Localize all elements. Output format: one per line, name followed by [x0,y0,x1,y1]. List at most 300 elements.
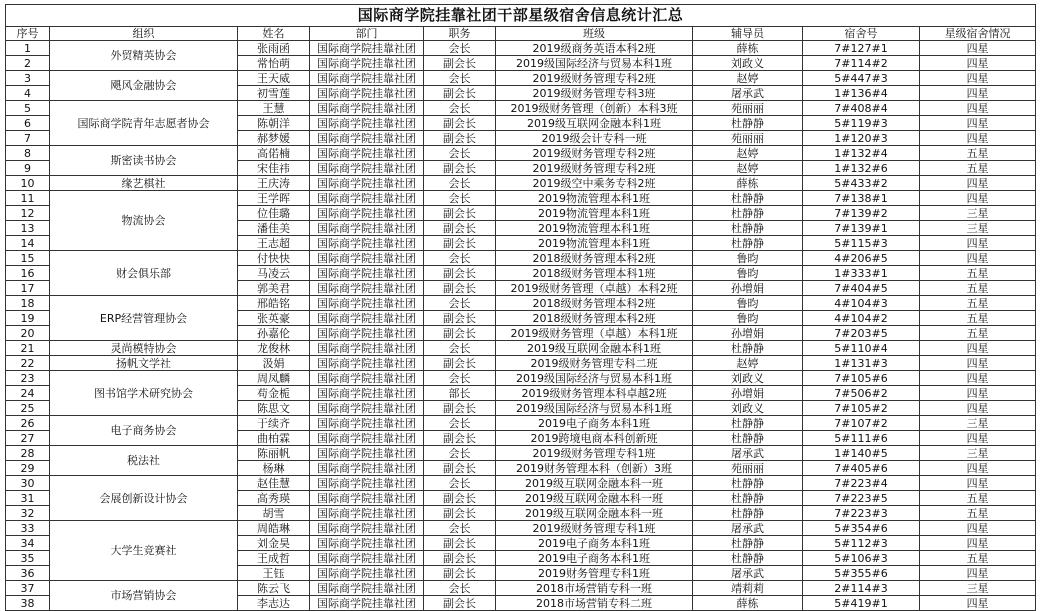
cell-department[interactable]: 国际商学院挂靠社团 [310,446,424,461]
cell-dorm-rating[interactable]: 五星 [920,161,1036,176]
cell-position[interactable]: 副会长 [424,326,496,341]
cell-position[interactable]: 会长 [424,581,496,596]
cell-department[interactable]: 国际商学院挂靠社团 [310,161,424,176]
cell-counselor[interactable]: 杜静静 [693,341,803,356]
cell-name[interactable]: 邢皓铭 [238,296,310,311]
cell-counselor[interactable]: 孙增娟 [693,326,803,341]
cell-index[interactable]: 37 [6,581,50,596]
cell-department[interactable]: 国际商学院挂靠社团 [310,266,424,281]
cell-class[interactable]: 2019级互联网金融本科1班 [496,116,693,131]
cell-dorm-number[interactable]: 1#132#6 [803,161,920,176]
cell-dorm-number[interactable]: 5#110#4 [803,341,920,356]
cell-class[interactable]: 2019物流管理本科1班 [496,221,693,236]
cell-department[interactable]: 国际商学院挂靠社团 [310,221,424,236]
cell-index[interactable]: 3 [6,71,50,86]
cell-dorm-rating[interactable]: 五星 [920,491,1036,506]
cell-department[interactable]: 国际商学院挂靠社团 [310,476,424,491]
cell-counselor[interactable]: 杜静静 [693,506,803,521]
cell-counselor[interactable]: 赵婷 [693,71,803,86]
cell-index[interactable]: 26 [6,416,50,431]
col-header-position[interactable]: 职务 [424,27,496,41]
cell-counselor[interactable]: 赵婷 [693,161,803,176]
cell-counselor[interactable]: 刘政义 [693,401,803,416]
cell-index[interactable]: 9 [6,161,50,176]
cell-department[interactable]: 国际商学院挂靠社团 [310,551,424,566]
cell-department[interactable]: 国际商学院挂靠社团 [310,101,424,116]
cell-dorm-rating[interactable]: 四星 [920,71,1036,86]
cell-department[interactable]: 国际商学院挂靠社团 [310,371,424,386]
cell-dorm-number[interactable]: 7#138#1 [803,191,920,206]
cell-counselor[interactable]: 杜静静 [693,116,803,131]
cell-index[interactable]: 17 [6,281,50,296]
cell-department[interactable]: 国际商学院挂靠社团 [310,596,424,611]
cell-index[interactable]: 13 [6,221,50,236]
cell-name[interactable]: 胡雪 [238,506,310,521]
cell-name[interactable]: 王志超 [238,236,310,251]
col-header-dorm-rating[interactable]: 星级宿舍情况 [920,27,1036,41]
cell-class[interactable]: 2018级财务管理本科2班 [496,311,693,326]
cell-name[interactable]: 陈云飞 [238,581,310,596]
cell-department[interactable]: 国际商学院挂靠社团 [310,251,424,266]
cell-dorm-number[interactable]: 5#115#3 [803,236,920,251]
cell-position[interactable]: 会长 [424,251,496,266]
cell-position[interactable]: 会长 [424,101,496,116]
cell-dorm-number[interactable]: 5#419#1 [803,596,920,611]
cell-index[interactable]: 31 [6,491,50,506]
cell-name[interactable]: 苟金栀 [238,386,310,401]
cell-class[interactable]: 2019电子商务本科1班 [496,551,693,566]
cell-name[interactable]: 孙嘉伦 [238,326,310,341]
cell-position[interactable]: 副会长 [424,566,496,581]
cell-position[interactable]: 副会长 [424,206,496,221]
cell-department[interactable]: 国际商学院挂靠社团 [310,146,424,161]
cell-department[interactable]: 国际商学院挂靠社团 [310,521,424,536]
cell-dorm-number[interactable]: 1#333#1 [803,266,920,281]
cell-name[interactable]: 王慧 [238,101,310,116]
cell-position[interactable]: 副会长 [424,491,496,506]
cell-dorm-rating[interactable]: 五星 [920,146,1036,161]
cell-name[interactable]: 赵佳慧 [238,476,310,491]
cell-dorm-rating[interactable]: 四星 [920,191,1036,206]
cell-name[interactable]: 周凤麟 [238,371,310,386]
cell-counselor[interactable]: 赵婷 [693,356,803,371]
cell-department[interactable]: 国际商学院挂靠社团 [310,56,424,71]
cell-dorm-rating[interactable]: 三星 [920,221,1036,236]
cell-position[interactable]: 会长 [424,476,496,491]
cell-dorm-number[interactable]: 7#223#3 [803,506,920,521]
cell-counselor[interactable]: 薛栋 [693,41,803,56]
cell-department[interactable]: 国际商学院挂靠社团 [310,431,424,446]
cell-class[interactable]: 2019级空中乘务专科2班 [496,176,693,191]
cell-class[interactable]: 2018级财务管理本科2班 [496,296,693,311]
cell-name[interactable]: 初雪莲 [238,86,310,101]
cell-dorm-number[interactable]: 4#104#2 [803,311,920,326]
cell-class[interactable]: 2019物流管理本科1班 [496,236,693,251]
cell-class[interactable]: 2019级财务管理专科1班 [496,446,693,461]
cell-dorm-rating[interactable]: 四星 [920,176,1036,191]
cell-organization[interactable]: 飓风金融协会 [50,71,238,101]
cell-dorm-number[interactable]: 4#104#3 [803,296,920,311]
cell-counselor[interactable]: 杜静静 [693,221,803,236]
cell-name[interactable]: 龙俊林 [238,341,310,356]
cell-dorm-rating[interactable]: 四星 [920,56,1036,71]
cell-position[interactable]: 副会长 [424,131,496,146]
cell-index[interactable]: 12 [6,206,50,221]
cell-dorm-number[interactable]: 5#433#2 [803,176,920,191]
cell-organization[interactable]: 财会俱乐部 [50,251,238,296]
cell-class[interactable]: 2019级互联网金融本科1班 [496,341,693,356]
cell-index[interactable]: 5 [6,101,50,116]
col-header-counselor[interactable]: 辅导员 [693,27,803,41]
cell-class[interactable]: 2019物流管理本科1班 [496,206,693,221]
cell-dorm-number[interactable]: 7#107#2 [803,416,920,431]
cell-position[interactable]: 副会长 [424,551,496,566]
cell-dorm-rating[interactable]: 四星 [920,86,1036,101]
cell-position[interactable]: 副会长 [424,86,496,101]
cell-position[interactable]: 副会长 [424,536,496,551]
cell-dorm-rating[interactable]: 五星 [920,326,1036,341]
cell-dorm-number[interactable]: 4#206#5 [803,251,920,266]
cell-dorm-rating[interactable]: 四星 [920,386,1036,401]
cell-name[interactable]: 马凌云 [238,266,310,281]
cell-department[interactable]: 国际商学院挂靠社团 [310,206,424,221]
cell-index[interactable]: 38 [6,596,50,611]
cell-counselor[interactable]: 杜静静 [693,206,803,221]
cell-name[interactable]: 郝梦媛 [238,131,310,146]
cell-index[interactable]: 7 [6,131,50,146]
cell-position[interactable]: 会长 [424,191,496,206]
cell-department[interactable]: 国际商学院挂靠社团 [310,416,424,431]
cell-counselor[interactable]: 杜静静 [693,236,803,251]
cell-class[interactable]: 2018市场营销专科二班 [496,596,693,611]
cell-dorm-rating[interactable]: 三星 [920,206,1036,221]
cell-class[interactable]: 2019物流管理本科1班 [496,191,693,206]
cell-position[interactable]: 副会长 [424,56,496,71]
cell-name[interactable]: 李志达 [238,596,310,611]
cell-class[interactable]: 2019跨境电商本科创新班 [496,431,693,446]
cell-dorm-rating[interactable]: 四星 [920,431,1036,446]
cell-name[interactable]: 杨琳 [238,461,310,476]
cell-index[interactable]: 28 [6,446,50,461]
cell-counselor[interactable]: 杜静静 [693,416,803,431]
cell-department[interactable]: 国际商学院挂靠社团 [310,536,424,551]
cell-position[interactable]: 副会长 [424,116,496,131]
cell-dorm-rating[interactable]: 四星 [920,401,1036,416]
cell-class[interactable]: 2019级财务管理专科2班 [496,146,693,161]
cell-dorm-number[interactable]: 1#131#3 [803,356,920,371]
cell-index[interactable]: 30 [6,476,50,491]
cell-dorm-number[interactable]: 7#139#2 [803,206,920,221]
cell-dorm-rating[interactable]: 四星 [920,536,1036,551]
cell-class[interactable]: 2019级互联网金融本科一班 [496,476,693,491]
cell-organization[interactable]: ERP经营管理协会 [50,296,238,341]
cell-organization[interactable]: 电子商务协会 [50,416,238,446]
cell-department[interactable]: 国际商学院挂靠社团 [310,86,424,101]
cell-counselor[interactable]: 杜静静 [693,431,803,446]
cell-organization[interactable]: 国际商学院青年志愿者协会 [50,101,238,146]
cell-position[interactable]: 副会长 [424,266,496,281]
cell-class[interactable]: 2019级财务管理专科3班 [496,86,693,101]
cell-organization[interactable]: 大学生竞赛社 [50,521,238,581]
cell-position[interactable]: 副会长 [424,311,496,326]
cell-position[interactable]: 部长 [424,386,496,401]
cell-name[interactable]: 曲柏霖 [238,431,310,446]
cell-position[interactable]: 会长 [424,341,496,356]
col-header-dorm-number[interactable]: 宿舍号 [803,27,920,41]
cell-position[interactable]: 会长 [424,146,496,161]
cell-name[interactable]: 王庆涛 [238,176,310,191]
cell-name[interactable]: 张雨函 [238,41,310,56]
cell-dorm-rating[interactable]: 五星 [920,551,1036,566]
cell-department[interactable]: 国际商学院挂靠社团 [310,386,424,401]
cell-index[interactable]: 32 [6,506,50,521]
cell-counselor[interactable]: 刘政义 [693,56,803,71]
cell-counselor[interactable]: 赵婷 [693,146,803,161]
cell-class[interactable]: 2019级财务管理专科1班 [496,521,693,536]
cell-index[interactable]: 19 [6,311,50,326]
cell-position[interactable]: 副会长 [424,236,496,251]
cell-department[interactable]: 国际商学院挂靠社团 [310,281,424,296]
cell-dorm-number[interactable]: 5#354#6 [803,521,920,536]
cell-index[interactable]: 21 [6,341,50,356]
cell-counselor[interactable]: 屠承武 [693,446,803,461]
cell-dorm-rating[interactable]: 四星 [920,131,1036,146]
cell-department[interactable]: 国际商学院挂靠社团 [310,491,424,506]
cell-class[interactable]: 2019级会计专科一班 [496,131,693,146]
cell-organization[interactable]: 物流协会 [50,191,238,251]
cell-counselor[interactable]: 屠承武 [693,521,803,536]
cell-dorm-rating[interactable]: 五星 [920,266,1036,281]
cell-dorm-number[interactable]: 5#355#6 [803,566,920,581]
cell-index[interactable]: 10 [6,176,50,191]
cell-position[interactable]: 副会长 [424,356,496,371]
cell-position[interactable]: 副会长 [424,221,496,236]
cell-name[interactable]: 王天威 [238,71,310,86]
cell-department[interactable]: 国际商学院挂靠社团 [310,356,424,371]
cell-class[interactable]: 2019级国际经济与贸易本科1班 [496,401,693,416]
cell-index[interactable]: 36 [6,566,50,581]
cell-dorm-rating[interactable]: 四星 [920,356,1036,371]
cell-name[interactable]: 王学晖 [238,191,310,206]
cell-position[interactable]: 副会长 [424,281,496,296]
col-header-department[interactable]: 部门 [310,27,424,41]
cell-class[interactable]: 2019级财务管理专科2班 [496,71,693,86]
cell-position[interactable]: 会长 [424,371,496,386]
cell-name[interactable]: 郭美君 [238,281,310,296]
cell-counselor[interactable]: 杜静静 [693,551,803,566]
cell-name[interactable]: 常怡萌 [238,56,310,71]
cell-class[interactable]: 2018级财务管理本科2班 [496,251,693,266]
cell-dorm-number[interactable]: 5#447#3 [803,71,920,86]
cell-organization[interactable]: 外贸精英协会 [50,41,238,71]
cell-class[interactable]: 2019级互联网金融本科一班 [496,491,693,506]
cell-index[interactable]: 14 [6,236,50,251]
cell-name[interactable]: 陈丽帆 [238,446,310,461]
cell-name[interactable]: 于续齐 [238,416,310,431]
cell-index[interactable]: 29 [6,461,50,476]
cell-counselor[interactable]: 杜静静 [693,191,803,206]
cell-class[interactable]: 2019级互联网金融本科一班 [496,506,693,521]
cell-dorm-number[interactable]: 7#127#1 [803,41,920,56]
cell-dorm-number[interactable]: 1#132#4 [803,146,920,161]
cell-class[interactable]: 2019电子商务本科1班 [496,416,693,431]
cell-dorm-rating[interactable]: 四星 [920,461,1036,476]
cell-dorm-rating[interactable]: 四星 [920,371,1036,386]
cell-counselor[interactable]: 薛栋 [693,176,803,191]
cell-organization[interactable]: 市场营销协会 [50,581,238,611]
cell-index[interactable]: 2 [6,56,50,71]
cell-name[interactable]: 张英豪 [238,311,310,326]
cell-counselor[interactable]: 孙增娟 [693,386,803,401]
cell-index[interactable]: 16 [6,266,50,281]
cell-department[interactable]: 国际商学院挂靠社团 [310,41,424,56]
cell-counselor[interactable]: 鲁昀 [693,296,803,311]
cell-counselor[interactable]: 苑丽丽 [693,101,803,116]
cell-department[interactable]: 国际商学院挂靠社团 [310,191,424,206]
cell-dorm-rating[interactable]: 三星 [920,416,1036,431]
cell-class[interactable]: 2019级国际经济与贸易本科1班 [496,371,693,386]
cell-organization[interactable]: 缘艺棋社 [50,176,238,191]
cell-department[interactable]: 国际商学院挂靠社团 [310,71,424,86]
cell-organization[interactable]: 灵尚模特协会 [50,341,238,356]
cell-index[interactable]: 33 [6,521,50,536]
cell-counselor[interactable]: 苑丽丽 [693,461,803,476]
cell-dorm-rating[interactable]: 四星 [920,41,1036,56]
cell-dorm-number[interactable]: 7#105#2 [803,401,920,416]
cell-index[interactable]: 24 [6,386,50,401]
cell-counselor[interactable]: 刘政义 [693,371,803,386]
col-header-class[interactable]: 班级 [496,27,693,41]
cell-counselor[interactable]: 杜静静 [693,476,803,491]
cell-index[interactable]: 15 [6,251,50,266]
cell-dorm-number[interactable]: 7#408#4 [803,101,920,116]
cell-department[interactable]: 国际商学院挂靠社团 [310,461,424,476]
cell-organization[interactable]: 图书馆学术研究协会 [50,371,238,416]
cell-counselor[interactable]: 杜静静 [693,491,803,506]
col-header-name[interactable]: 姓名 [238,27,310,41]
cell-class[interactable]: 2019级财务管理（卓越）本科2班 [496,281,693,296]
cell-index[interactable]: 35 [6,551,50,566]
cell-index[interactable]: 25 [6,401,50,416]
cell-name[interactable]: 付快快 [238,251,310,266]
cell-dorm-rating[interactable]: 四星 [920,236,1036,251]
cell-name[interactable]: 汲娟 [238,356,310,371]
cell-counselor[interactable]: 鲁昀 [693,251,803,266]
cell-index[interactable]: 6 [6,116,50,131]
cell-dorm-rating[interactable]: 四星 [920,101,1036,116]
cell-department[interactable]: 国际商学院挂靠社团 [310,131,424,146]
cell-position[interactable]: 会长 [424,521,496,536]
cell-class[interactable]: 2019级财务管理本科卓越2班 [496,386,693,401]
cell-department[interactable]: 国际商学院挂靠社团 [310,581,424,596]
cell-position[interactable]: 会长 [424,416,496,431]
cell-organization[interactable]: 斯密读书协会 [50,146,238,176]
cell-department[interactable]: 国际商学院挂靠社团 [310,326,424,341]
cell-dorm-number[interactable]: 1#136#4 [803,86,920,101]
cell-name[interactable]: 刘金昊 [238,536,310,551]
cell-name[interactable]: 高偌楠 [238,146,310,161]
col-header-index[interactable]: 序号 [6,27,50,41]
cell-organization[interactable]: 会展创新设计协会 [50,476,238,521]
cell-position[interactable]: 会长 [424,176,496,191]
cell-index[interactable]: 20 [6,326,50,341]
cell-dorm-number[interactable]: 5#119#3 [803,116,920,131]
cell-dorm-rating[interactable]: 四星 [920,341,1036,356]
cell-dorm-number[interactable]: 7#105#6 [803,371,920,386]
cell-dorm-number[interactable]: 5#111#6 [803,431,920,446]
cell-position[interactable]: 副会长 [424,596,496,611]
cell-dorm-number[interactable]: 7#223#4 [803,476,920,491]
cell-index[interactable]: 22 [6,356,50,371]
cell-class[interactable]: 2019级财务管理专科2班 [496,161,693,176]
cell-name[interactable]: 宋佳祎 [238,161,310,176]
cell-dorm-number[interactable]: 1#140#5 [803,446,920,461]
cell-position[interactable]: 会长 [424,41,496,56]
cell-position[interactable]: 副会长 [424,401,496,416]
cell-name[interactable]: 周皓琳 [238,521,310,536]
cell-department[interactable]: 国际商学院挂靠社团 [310,566,424,581]
cell-dorm-number[interactable]: 1#120#3 [803,131,920,146]
cell-class[interactable]: 2019电子商务本科1班 [496,536,693,551]
cell-department[interactable]: 国际商学院挂靠社团 [310,506,424,521]
cell-dorm-rating[interactable]: 三星 [920,446,1036,461]
cell-class[interactable]: 2019级财务管理（卓越）本科1班 [496,326,693,341]
cell-dorm-number[interactable]: 7#404#5 [803,281,920,296]
cell-index[interactable]: 27 [6,431,50,446]
cell-name[interactable]: 高秀瑛 [238,491,310,506]
cell-counselor[interactable]: 鲁昀 [693,266,803,281]
cell-position[interactable]: 会长 [424,446,496,461]
cell-class[interactable]: 2019级国际经济与贸易本科1班 [496,56,693,71]
cell-dorm-number[interactable]: 7#114#2 [803,56,920,71]
cell-name[interactable]: 王钰 [238,566,310,581]
cell-position[interactable]: 副会长 [424,506,496,521]
cell-dorm-number[interactable]: 7#203#5 [803,326,920,341]
cell-dorm-rating[interactable]: 四星 [920,596,1036,611]
cell-index[interactable]: 18 [6,296,50,311]
cell-dorm-number[interactable]: 5#106#3 [803,551,920,566]
cell-name[interactable]: 王成哲 [238,551,310,566]
cell-class[interactable]: 2018级财务管理本科1班 [496,266,693,281]
cell-organization[interactable]: 扬帆文学社 [50,356,238,371]
cell-dorm-number[interactable]: 5#112#3 [803,536,920,551]
cell-position[interactable]: 会长 [424,296,496,311]
cell-department[interactable]: 国际商学院挂靠社团 [310,341,424,356]
cell-dorm-number[interactable]: 7#506#2 [803,386,920,401]
cell-name[interactable]: 潘佳美 [238,221,310,236]
cell-class[interactable]: 2019级财务管理专科二班 [496,356,693,371]
cell-counselor[interactable]: 屠承武 [693,86,803,101]
cell-department[interactable]: 国际商学院挂靠社团 [310,401,424,416]
cell-counselor[interactable]: 屠承武 [693,566,803,581]
cell-class[interactable]: 2019级商务英语本科2班 [496,41,693,56]
cell-class[interactable]: 2019财务管理专科1班 [496,566,693,581]
cell-department[interactable]: 国际商学院挂靠社团 [310,176,424,191]
cell-position[interactable]: 副会长 [424,461,496,476]
cell-dorm-rating[interactable]: 五星 [920,311,1036,326]
cell-dorm-rating[interactable]: 四星 [920,116,1036,131]
cell-counselor[interactable]: 苑丽丽 [693,131,803,146]
cell-dorm-number[interactable]: 7#223#5 [803,491,920,506]
cell-counselor[interactable]: 孙增娟 [693,281,803,296]
cell-position[interactable]: 会长 [424,71,496,86]
cell-organization[interactable]: 税法社 [50,446,238,476]
cell-department[interactable]: 国际商学院挂靠社团 [310,311,424,326]
cell-dorm-rating[interactable]: 四星 [920,521,1036,536]
cell-index[interactable]: 8 [6,146,50,161]
cell-counselor[interactable]: 杜静静 [693,536,803,551]
cell-class[interactable]: 2018市场营销专科一班 [496,581,693,596]
